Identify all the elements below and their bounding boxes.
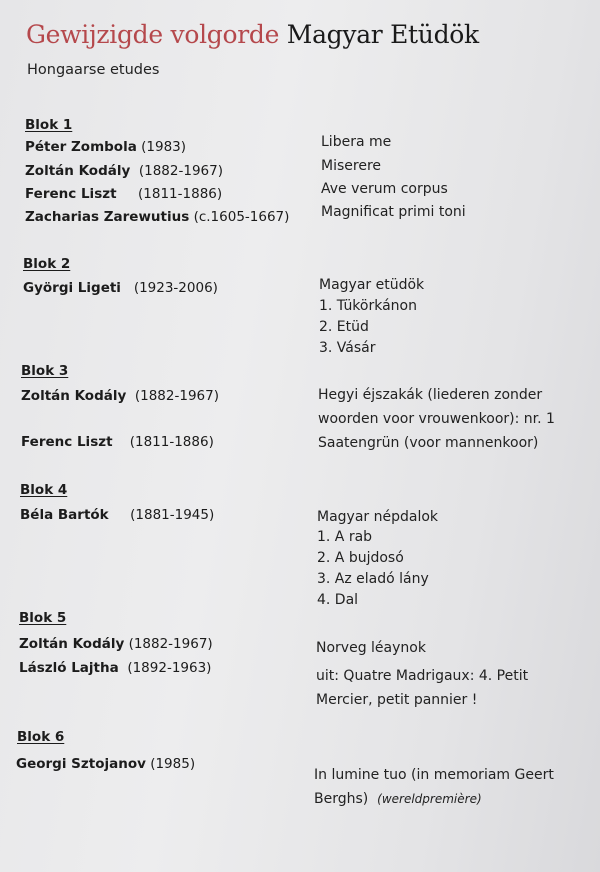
title-black-part: Magyar Etüdök: [286, 20, 479, 49]
block-1-composer-2: [25, 163, 223, 179]
block-4-piece-5: 4. Dal: [317, 592, 359, 608]
block-3-piece-2: woorden voor vrouwenkoor): nr. 1: [318, 411, 555, 427]
block-1-piece-4: Magnificat primi toni: [321, 204, 466, 220]
block-1-piece-2: Miserere: [321, 158, 381, 174]
composer-name: Béla Bartók: [20, 507, 109, 523]
block-3-piece-1: Hegyi éjszakák (liederen zonder: [318, 387, 543, 403]
block-4-piece-1: Magyar népdalok: [317, 509, 439, 525]
composer-name: László Lajtha: [19, 660, 119, 676]
block-2-piece-2: 1. Tükörkánon: [319, 298, 417, 314]
composer-name: Zoltán Kodály: [19, 636, 125, 652]
block-2-composer-1: [23, 280, 218, 296]
block-5-piece-1: Norveg léaynok: [316, 640, 426, 656]
block-4-piece-2: 1. A rab: [317, 529, 373, 545]
block-6-heading: Blok 6: [17, 729, 65, 745]
block-3-piece-3: Saatengrün (voor mannenkoor): [318, 435, 539, 451]
page-title: [26, 20, 479, 49]
title-red-part: Gewijzigde volgorde: [26, 20, 280, 49]
block-1-heading: Blok 1: [25, 117, 73, 133]
composer-name: Ferenc Liszt: [25, 186, 117, 202]
block-5-piece-3: Mercier, petit pannier !: [316, 692, 478, 708]
premiere-note: (wereldpremière): [377, 792, 482, 806]
composer-name: Péter Zombola: [25, 139, 137, 155]
block-1-piece-1: Libera me: [321, 134, 392, 150]
composer-years: (1985): [150, 756, 196, 772]
block-5-composer-2: [19, 660, 211, 676]
block-6-piece-2: [314, 791, 482, 807]
composer-name: Ferenc Liszt: [21, 434, 113, 450]
block-1-piece-3: Ave verum corpus: [321, 181, 448, 197]
block-2-heading: Blok 2: [23, 256, 71, 272]
composer-years: (1811-1886): [129, 434, 214, 450]
block-2-piece-3: 2. Etüd: [319, 319, 369, 335]
composer-years: (c.1605-1667): [193, 209, 290, 225]
block-3-composer-2: [21, 434, 214, 450]
block-4-composer-1: [20, 507, 214, 523]
block-3-composer-1: [21, 388, 219, 404]
block-5-composer-1: [19, 636, 213, 652]
block-4-piece-4: 3. Az eladó lány: [317, 571, 429, 587]
composer-years: (1892-1963): [127, 660, 212, 676]
block-4-piece-3: 2. A bujdosó: [317, 550, 404, 566]
composer-name: Zoltán Kodály: [25, 163, 131, 179]
block-6-piece-2-text: Berghs): [314, 791, 369, 807]
composer-years: (1882-1967): [128, 636, 213, 652]
page-subtitle: Hongaarse etudes: [27, 62, 160, 78]
block-5-piece-2: uit: Quatre Madrigaux: 4. Petit: [316, 668, 529, 684]
composer-name: Georgi Sztojanov: [16, 756, 146, 772]
composer-years: (1923-2006): [133, 280, 218, 296]
block-2-piece-4: 3. Vásár: [319, 340, 376, 356]
composer-name: Zoltán Kodály: [21, 388, 127, 404]
composer-years: (1811-1886): [138, 186, 223, 202]
block-6-piece-1: In lumine tuo (in memoriam Geert: [314, 767, 554, 783]
block-5-heading: Blok 5: [19, 610, 67, 626]
block-2-piece-1: Magyar etüdök: [319, 277, 425, 293]
composer-name: Györgi Ligeti: [23, 280, 121, 296]
composer-years: (1881-1945): [130, 507, 215, 523]
composer-years: (1882-1967): [134, 388, 219, 404]
composer-years: (1983): [141, 139, 187, 155]
block-4-heading: Blok 4: [20, 482, 68, 498]
block-1-composer-3: [25, 186, 222, 202]
composer-years: (1882-1967): [138, 163, 223, 179]
block-6-composer-1: [16, 756, 195, 772]
block-3-heading: Blok 3: [21, 363, 69, 379]
block-1-composer-4: [25, 209, 289, 225]
composer-name: Zacharias Zarewutius: [25, 209, 190, 225]
block-1-composer-1: [25, 139, 186, 155]
